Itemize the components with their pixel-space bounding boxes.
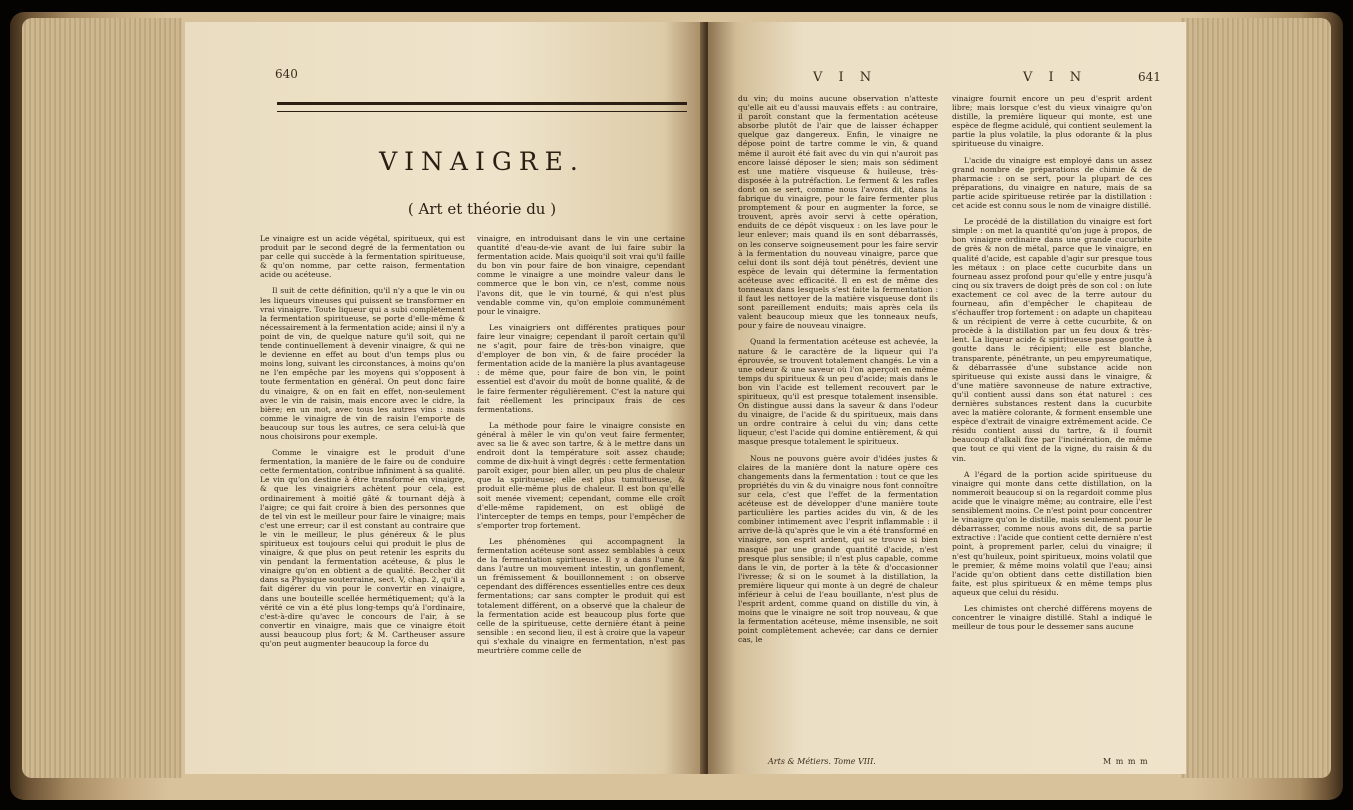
page-edges-left xyxy=(22,18,182,778)
paragraph: Comme le vinaigre est le produit d'une fermentation, la manière de le faire ou de conduire cette fermentation, contribue infiniment à sa qualité. Le vin qu'on destine à être transformé en vinaigre, & que les vinaigriers achètent pour cela, est ordinairement à moitié gâté & tournant déjà à l'aigre; ce qui fait croire à bien des personnes que de tel vin est le meilleur pour faire le vinaigre; mais c'est une erreur; car il est constant au contraire que le vin le meilleur, le plus généreux & le plus spiritueux est toujours celui qui produit le plus de vinaigre, & que plus on peut retenir les esprits du vin pendant la fermentation acéteuse, & plus le vinaigre qu'on en obtient a de qualité. Beccher dit dans sa Physique souterraine, sect. V, chap. 2, qu'il a fait digérer du vin pour le convertir en vinaigre, dans une bouteille scellée hermétiquement; qu'à la vérité ce vin a été plus long-temps qu'à l'ordinaire, c'est-à-dire qu'avec le concours de l'air, à se convertir en vinaigre, mais que ce vinaigre étoit aussi beaucoup plus fort; & M. Cartheuser assure qu'on peut augmenter beaucoup la force du xyxy=(260,448,465,649)
page-number-right: 641 xyxy=(1138,70,1161,84)
running-header-right: V I N xyxy=(1023,70,1088,85)
paragraph: Les phénomènes qui accompagnent la fermentation acéteuse sont assez semblables à ceux de la fermentation spiritueuse. Il y a dans l'une & dans l'autre un mouvement intestin, un gonflement, un frémissement & bouillonnement : on observe cependant des différences essentielles entre ces deux fermentations; car sans compter le produit qui est totalement différent, on a observé que la chaleur de la fermentation acide est beaucoup plus forte que celle de la spiritueuse, cette dernière étant à peine sensible : en second lieu, il est à croire que la vapeur qui s'exhale du vinaigre en fermentation, n'est pas meurtrière comme celle de xyxy=(477,536,685,656)
paragraph: Quand la fermentation acéteuse est achevée, la nature & le caractère de la liqueur qui l'a éprouvée, se trouvent totalement changés. Le vin a une odeur & une saveur où l'on aperçoit en même temps du spiritueux & un peu d'acide; mais dans le bon vin l'acide est tellement recouvert par le spiritueux, qu'il est presque totalement insensible. On distingue aussi dans la saveur & dans l'odeur du vinaigre, de l'acide & du spiritueux, mais dans un ordre contraire à celui du vin; dans cette liqueur, c'est l'acide qui domine entièrement, & qui masque presque totalement le spiritueux. xyxy=(738,337,938,447)
decorative-rule xyxy=(277,102,687,112)
page-edges-right xyxy=(1181,18,1331,778)
paragraph: Le vinaigre est un acide végétal, spiritueux, qui est produit par le second degré de la fermentation ou par celle qui succède à la fermentation spiritueuse, & qu'on nomme, par cette raison, fermentation acide ou acéteuse. xyxy=(260,234,465,280)
paragraph: Les chimistes ont cherché différens moyens de concentrer le vinaigre distillé. Stahl a indiqué le meilleur de tous pour le dessemer sans aucune xyxy=(952,603,1152,632)
left-column-1 xyxy=(260,234,465,655)
page-footer: Arts & Métiers. Tome VIII. xyxy=(768,757,876,766)
paragraph: Les vinaigriers ont différentes pratiques pour faire leur vinaigre; cependant il paroît certain qu'il ne s'agit, pour faire de très-bon vinaigre, que d'employer de bon vin, & de faire procéder la fermentation acide de la manière la plus avantageuse : de même que, pour faire de bon vin, le point essentiel est d'avoir du moût de bonne qualité, & de le faire fermenter régulièrement. C'est la nature qui fait réellement les principaux frais de ces fermentations. xyxy=(477,322,685,414)
right-page xyxy=(708,22,1186,774)
left-page xyxy=(185,22,705,774)
right-column-1 xyxy=(738,94,938,754)
article-subtitle: ( Art et théorie du ) xyxy=(407,200,557,218)
paragraph: Le procédé de la distillation du vinaigre est fort simple : on met la quantité qu'on juge à propos, de bon vinaigre ordinaire dans une grande cucurbite de grès & non de métal, parce que le vinaigre, en qualité d'acide, est capable d'agir sur presque tous les métaux : on place cette cucurbite dans un fourneau assez profond pour qu'elle y entre jusqu'à cinq ou six travers de doigt près de son col : on lute exactement ce col avec de la terre autour du fourneau, afin d'empêcher le chapiteau de s'échauffer trop fortement : on adapte un chapiteau & un récipient de verre à cette cucurbite, & on procède à la distillation par un feu doux & très-lent. La liqueur acide & spiritueuse passe goutte à goutte dans le récipient; elle est blanche, transparente, pénétrante, un peu empyreumatique, & débarrassée d'une substance acide non spiritueuse qui existe aussi dans le vinaigre, & d'une matière savonneuse de nature extractive, qu'il contient aussi dans son état naturel : ces dernières substances restent dans la cucurbite avec la matière colorante, & forment ensemble une espèce d'extrait de vinaigre extrêmement acide. Ce résidu contient aussi du tartre, & il fournit beaucoup d'alkali fixe par l'incinération, de même que tout ce qui vient de la vigne, du raisin & du vin. xyxy=(952,217,1152,463)
left-column-2 xyxy=(477,234,685,662)
paragraph: Il suit de cette définition, qu'il n'y a que le vin ou les liqueurs vineuses qui puissent se transformer en vrai vinaigre. Toute liqueur qui a subi complètement la fermentation spiritueuse, se porte d'elle-même & nécessairement à la fermentation acide; ainsi il n'y a point de vin, de quelque nature qu'il soit, qui ne tende continuellement à devenir vinaigre, & qui ne le devienne en effet au bout d'un temps plus ou moins long, suivant les circonstances, à moins qu'on ne l'en empêche par les moyens qui s'opposent à toute fermentation en général. On peut donc faire du vinaigre, & on en fait en effet, non-seulement avec le vin de raisin, mais encore avec le cidre, la bière; en un mot, avec tous les autres vins : mais comme le vinaigre de vin de raisin l'emporte de beaucoup sur tous les autres, ce sera celui-là que nous choisirons pour exemple. xyxy=(260,286,465,441)
paragraph: du vin; du moins aucune observation n'atteste qu'elle ait eu d'aussi mauvais effets : au contraire, il paroît constant que la fermentation acéteuse absorbe plutôt de l'air que de laisser échapper quelque gaz dangereux. Enfin, le vinaigre ne dépose point de tartre comme le vin, & quand même il auroit été fait avec du vin qui n'auroit pas encore laissé déposer le sien; mais son sédiment est une matière visqueuse & huileuse, très-disposée à la putréfaction. Le ferment & les rafles dont on se sert, comme nous l'avons dit, dans la fabrique du vinaigre, pour le faire fermenter plus promptement & pour en augmenter la force, se trouvent, après avoir servi à cette opération, enduits de ce dépôt visqueux : on les lave pour le leur enlever; mais quand ils en sont débarrassés, on les conserve soigneusement pour les faire servir à la fermentation du nouveau vinaigre, parce que celui dont ils sont déjà tout pénétrés, devient une espèce de levain qui détermine la fermentation acéteuse avec efficacité. Il en est de même des tonneaux dans lesquels s'est faite la fermentation : il faut les nettoyer de la matière visqueuse dont ils sont pareillement enduits; mais après cela ils valent beaucoup mieux que les tonneaux neufs, pour y faire de nouveau vinaigre. xyxy=(738,94,938,331)
paragraph: vinaigre fournit encore un peu d'esprit ardent libre; mais lorsque c'est du vieux vinaigre qu'on distille, la première liqueur qui monte, est une espèce de flegme acidulé, qui contient seulement la partie la plus volatile, la plus odorante & la plus spiritueuse du vinaigre. xyxy=(952,94,1152,149)
paragraph: A l'égard de la portion acide spiritueuse du vinaigre qui monte dans cette distillation, on la nommeroit beaucoup si on la regardoit comme plus acide que le vinaigre même; au contraire, elle l'est sensiblement moins. Ce n'est point pour concentrer le vinaigre qu'on le distille, mais seulement pour le débarrasser, comme nous avons dit, de sa partie extractive : l'acide que contient cette dernière n'est point, à proprement parler, celui du vinaigre; il n'est qu'huileux, point spiritueux, moins volatil que le premier, & même moins volatil que l'eau; ainsi l'acide qu'on obtient dans cette distillation bien faite, est plus spiritueux & en même temps plus aqueux que celui du résidu. xyxy=(952,469,1152,597)
page-number-left: 640 xyxy=(275,67,298,81)
paragraph: L'acide du vinaigre est employé dans un assez grand nombre de préparations de chimie & de pharmacie : on se sert, pour la plupart de ces préparations, du vinaigre en nature, mais de sa partie acide spiritueuse retirée par la distillation : cet acide est connu sous le nom de vinaigre distillé. xyxy=(952,155,1152,211)
right-column-2 xyxy=(952,94,1152,754)
article-title: VINAIGRE. xyxy=(379,147,585,176)
signature-mark: M m m m xyxy=(1103,757,1149,766)
running-header-left: V I N xyxy=(813,70,878,85)
paragraph: La méthode pour faire le vinaigre consiste en général à mêler le vin qu'on veut faire fermenter, avec sa lie & avec son tartre, & à le mettre dans un endroit dont la température soit assez chaude; comme de dix-huit à vingt degrés : cette fermentation paroît exiger, pour bien aller, un peu plus de chaleur que la spiritueuse; elle est plus tumultueuse, & produit elle-même plus de chaleur. Il est bon qu'elle soit menée vivement; cependant, comme elle croît d'elle-même rapidement, on est obligé de l'intercepter de temps en temps, pour l'empêcher de s'emporter trop fortement. xyxy=(477,420,685,530)
paragraph: Nous ne pouvons guère avoir d'idées justes & claires de la manière dont la nature opère ces changements dans la fermentation : tout ce que les propriétés du vin & du vinaigre nous font connoître sur cela, c'est que l'effet de la fermentation acéteuse est de développer d'une manière toute particulière les parties acides du vin, & de les combiner intimement avec l'esprit inflammable : il arrive de-là qu'après que le vin a été transformé en vinaigre, son esprit ardent, qui se trouve si bien masqué par une grande quantité d'acide, n'est presque plus sensible; il n'est plus capable, comme dans le vin, de porter à la tête & d'occasionner l'ivresse; & si on le soumet à la distillation, la première liqueur qui monte à un degré de chaleur inférieur à celui de l'eau bouillante, n'est plus de l'esprit ardent, comme quand on distille du vin, à moins que le vinaigre ne soit trop nouveau, & que la fermentation acéteuse, même insensible, ne soit point complètement achevée; car dans ce dernier cas, le xyxy=(738,453,938,645)
paragraph: vinaigre, en introduisant dans le vin une certaine quantité d'eau-de-vie avant de lui faire subir la fermentation acide. Mais quoiqu'il soit vrai qu'il faille du bon vin pour faire de bon vinaigre, cependant comme le vinaigre a une moindre valeur dans le commerce que le bon vin, ce n'est, comme nous l'avons dit, que le vin tourné, & qui n'est plus vendable comme vin, qu'on emploie communément pour le vinaigre. xyxy=(477,234,685,316)
